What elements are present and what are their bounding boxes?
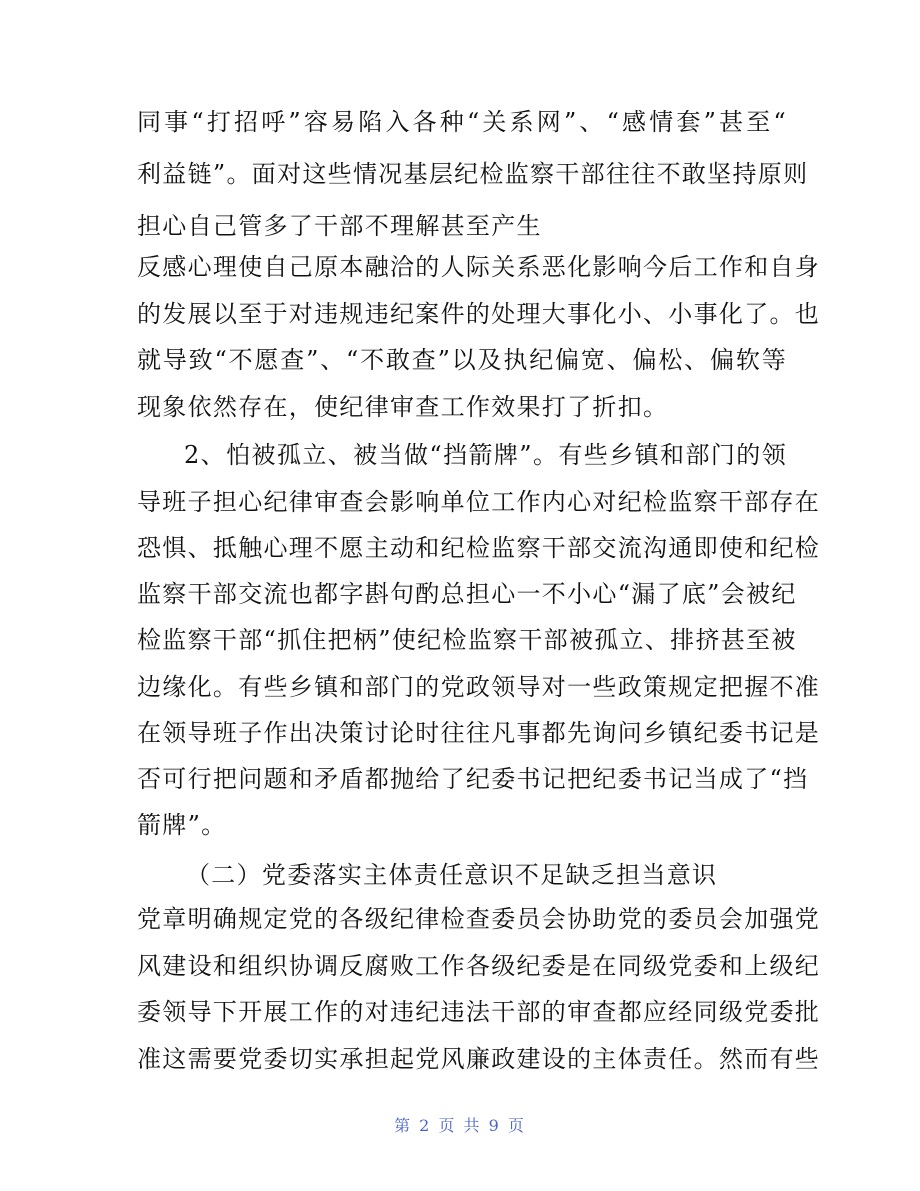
text-line: 恐惧、抵触心理不愿主动和纪检监察干部交流沟通即使和纪检 — [137, 534, 821, 562]
text-line: 同事“打招呼”容易陷入各种“关系网”、“感情套”甚至“ — [137, 108, 787, 136]
text-line: 2、怕被孤立、被当做“挡箭牌”。有些乡镇和部门的领 — [184, 441, 787, 469]
text-line: 准这需要党委切实承担起党风廉政建设的主体责任。然而有些 — [137, 1045, 821, 1073]
text-line: 利益链”。面对这些情况基层纪检监察干部往往不敢坚持原则 — [137, 160, 809, 188]
text-line: 的发展以至于对违规违纪案件的处理大事化小、小事化了。也 — [137, 300, 821, 328]
text-line: 党章明确规定党的各级纪律检查委员会协助党的委员会加强党 — [137, 905, 821, 933]
text-line: 在领导班子作出决策讨论时往往凡事都先询问乡镇纪委书记是 — [137, 719, 821, 747]
section-heading: （二）党委落实主体责任意识不足缺乏担当意识 — [186, 861, 718, 889]
text-line: 检监察干部“抓住把柄”使纪检监察干部被孤立、排挤甚至被 — [137, 626, 797, 654]
text-line: 就导致“不愿查”、“不敢查”以及执纪偏宽、偏松、偏软等 — [137, 346, 787, 374]
text-line: 委领导下开展工作的对违纪违法干部的审查都应经同级党委批 — [137, 998, 821, 1026]
text-line: 边缘化。有些乡镇和部门的党政领导对一些政策规定把握不准 — [137, 673, 821, 701]
text-line: 导班子担心纪律审查会影响单位工作内心对纪检监察干部存在 — [137, 488, 821, 516]
text-line: 反感心理使自己原本融洽的人际关系恶化影响今后工作和自身 — [137, 253, 821, 281]
page-number-footer: 第 2 页 共 9 页 — [394, 1116, 526, 1135]
text-line: 否可行把问题和矛盾都抛给了纪委书记把纪委书记当成了“挡 — [137, 765, 809, 793]
text-line: 箭牌”。 — [137, 811, 227, 839]
text-line: 现象依然存在，使纪律审查工作效果打了折扣。 — [137, 393, 669, 421]
text-line: 担心自己管多了干部不理解甚至产生 — [137, 212, 542, 240]
text-line: 风建设和组织协调反腐败工作各级纪委是在同级党委和上级纪 — [137, 952, 821, 980]
text-line: 监察干部交流也都字斟句酌总担心一不小心“漏了底”会被纪 — [137, 580, 797, 608]
